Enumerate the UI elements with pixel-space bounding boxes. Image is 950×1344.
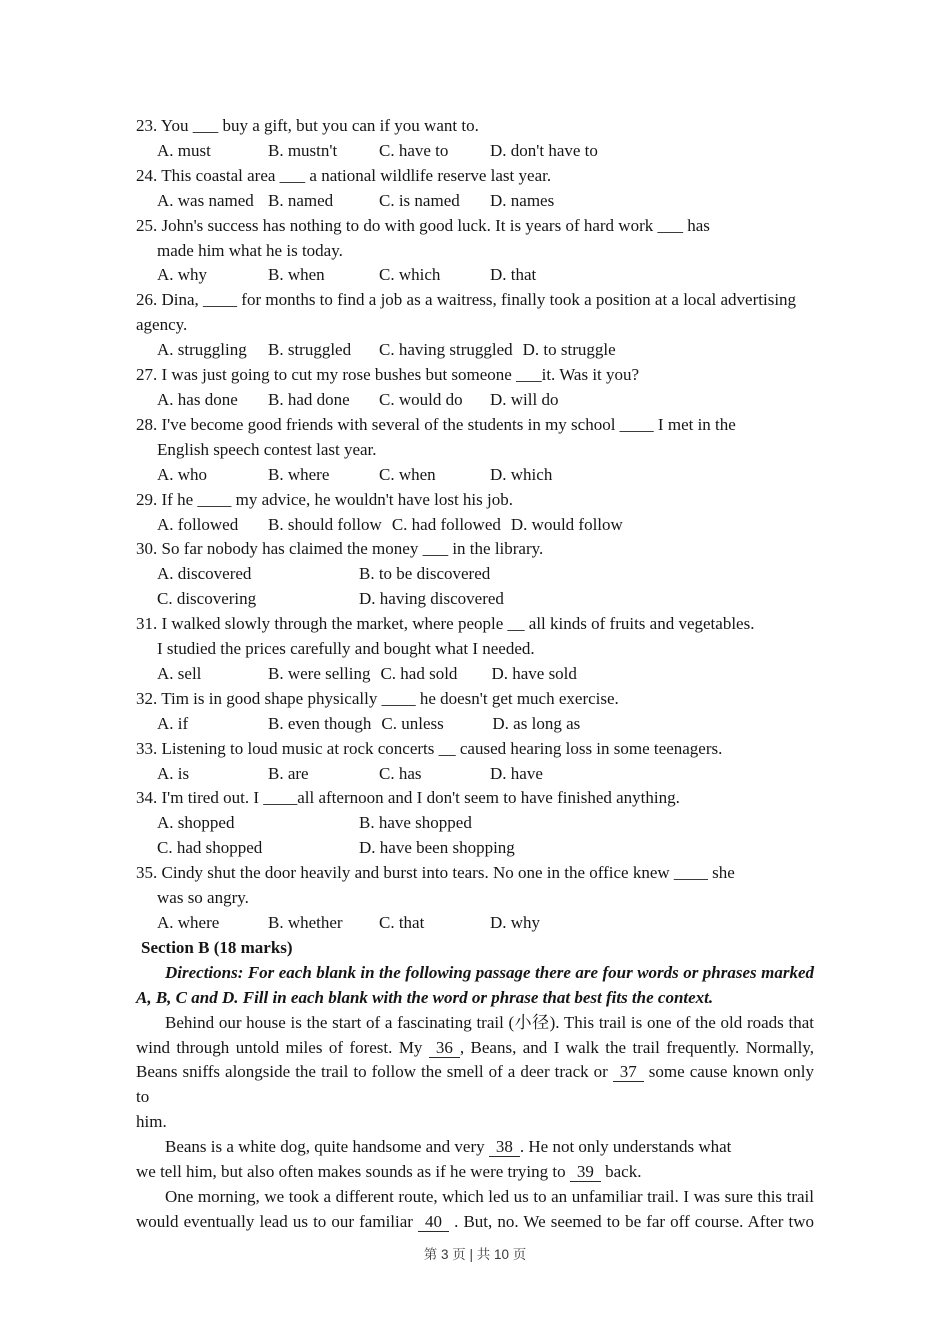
option-C: C. would do — [379, 389, 463, 409]
question-24 — [136, 164, 814, 214]
question-text-line: 25. John's success has nothing to do with good luck. It is years of hard work ___ has — [136, 215, 710, 235]
section-b-heading: Section B (18 marks) — [141, 937, 293, 957]
passage-text: would eventually lead us to our familiar — [136, 1211, 419, 1231]
blank-36: 36 — [429, 1038, 460, 1058]
passage-text: One morning, we took a different route, which led us to an unfamiliar trail. I was sure this trail — [165, 1186, 814, 1206]
option-C: C. that — [379, 913, 425, 932]
options-row — [136, 762, 814, 787]
question-text-line: 32. Tim is in good shape physically ____ he doesn't get much exercise. — [136, 688, 619, 708]
option-B: B. have shopped — [359, 813, 472, 833]
passage-text: , Beans, and I walk the trail frequently. Normally, — [459, 1037, 814, 1057]
option-A: A. must — [157, 140, 211, 160]
passage-text: . He not only understands what — [519, 1137, 732, 1157]
options-row — [136, 712, 814, 737]
option-A: A. is — [157, 763, 190, 783]
passage-text: Beans is a white dog, quite handsome and very — [165, 1137, 489, 1157]
question-text-line: made him what he is today. — [157, 240, 343, 260]
question-text-line: 33. Listening to loud music at rock concerts __ caused hearing loss in some teenagers. — [136, 738, 723, 758]
options-row — [136, 388, 814, 413]
option-A: A. has done — [157, 389, 238, 409]
option-A: A. if — [157, 713, 189, 733]
option-B: B. when — [268, 265, 325, 285]
option-A: A. why — [157, 265, 208, 285]
question-text-line: was so angry. — [157, 888, 249, 908]
option-B: B. even though — [268, 713, 372, 733]
question-text-line: 23. You ___ buy a gift, but you can if you want to. — [136, 116, 479, 135]
passage-line — [136, 1060, 814, 1110]
question-28 — [136, 413, 814, 488]
question-text-line: 27. I was just going to cut my rose bushes but someone ___it. Was it you? — [136, 365, 640, 385]
directions-line: Directions: For each blank in the following passage there are four words or phrases marked — [165, 962, 814, 982]
passage-text: back. — [600, 1162, 642, 1182]
options-row — [136, 189, 814, 214]
option-B: B. should follow — [268, 514, 382, 534]
passage-line — [136, 1110, 814, 1135]
question-29 — [136, 488, 814, 538]
option-B: B. are — [268, 763, 309, 783]
option-B: B. named — [268, 190, 334, 210]
option-A: A. who — [157, 464, 208, 484]
options-row — [136, 338, 814, 363]
passage-line — [136, 1135, 814, 1160]
option-D: D. names — [490, 190, 555, 210]
option-D: D. don't have to — [490, 140, 598, 160]
option-C: C. had followed — [391, 514, 501, 534]
question-26 — [136, 288, 814, 363]
option-B: B. to be discovered — [359, 564, 491, 584]
option-C: C. discovering — [157, 589, 257, 609]
option-D: D. to struggle — [522, 340, 616, 360]
option-D: D. have — [490, 763, 543, 783]
option-A: A. followed — [157, 514, 239, 534]
passage-text: Beans sniffs alongside the trail to follow the smell of a deer track or — [136, 1062, 613, 1082]
section-b-directions — [136, 961, 814, 1011]
question-text-line: 29. If he ____ my advice, he wouldn't have lost his job. — [136, 489, 513, 509]
option-D: D. that — [490, 265, 537, 285]
passage-text: . But, no. We seemed to be far off course. After two — [449, 1211, 814, 1231]
option-D: D. why — [490, 913, 541, 932]
question-text-line: 28. I've become good friends with several of the students in my school ____ I met in the — [136, 414, 736, 434]
options-row — [136, 139, 814, 164]
cloze-passage — [136, 1011, 814, 1235]
option-C: C. had shopped — [157, 838, 263, 858]
option-D: D. having discovered — [359, 589, 504, 609]
blank-39: 39 — [570, 1162, 601, 1182]
passage-line — [136, 1160, 814, 1185]
option-A: A. where — [157, 913, 220, 932]
passage-text: wind through untold miles of forest. My — [136, 1037, 429, 1057]
option-D: D. will do — [490, 389, 559, 409]
option-A: A. sell — [157, 663, 202, 683]
option-A: A. shopped — [157, 813, 235, 833]
options-row — [136, 911, 814, 936]
question-text-line: 34. I'm tired out. I ____all afternoon and I don't seem to have finished anything. — [136, 788, 680, 808]
option-B: B. mustn't — [268, 140, 338, 160]
question-31 — [136, 612, 814, 687]
options-row — [136, 836, 814, 861]
question-text-line: agency. — [136, 315, 188, 335]
exam-content — [136, 114, 814, 1235]
option-D: D. have been shopping — [359, 838, 515, 858]
option-C: C. have to — [379, 140, 449, 160]
question-text-line: English speech contest last year. — [157, 439, 377, 459]
options-row — [136, 662, 814, 687]
option-B: B. struggled — [268, 340, 352, 360]
option-C: C. which — [379, 265, 441, 285]
options-row — [136, 463, 814, 488]
option-B: B. had done — [268, 389, 350, 409]
option-D: D. which — [490, 464, 553, 484]
page-indicator: 第 3 页 | 共 10 页 — [423, 1247, 527, 1262]
option-B: B. where — [268, 464, 330, 484]
question-text-line: 24. This coastal area ___ a national wildlife reserve last year. — [136, 165, 552, 185]
option-D: D. would follow — [510, 514, 623, 534]
blank-37: 37 — [613, 1062, 644, 1082]
question-35 — [136, 861, 814, 936]
question-25 — [136, 214, 814, 289]
option-C: C. has — [379, 763, 422, 783]
passage-line — [136, 1036, 814, 1061]
passage-line — [136, 1185, 814, 1210]
option-A: A. struggling — [157, 340, 247, 360]
blank-38: 38 — [489, 1137, 520, 1157]
option-A: A. was named — [157, 190, 254, 210]
options-row — [136, 513, 814, 538]
blank-40: 40 — [418, 1212, 449, 1232]
option-C: C. is named — [379, 190, 460, 210]
options-row — [136, 562, 814, 587]
option-C: C. unless — [381, 713, 444, 733]
option-C: C. having struggled — [379, 340, 513, 360]
passage-text: him. — [136, 1112, 167, 1132]
passage-text: Behind our house is the start of a fascinating trail (小径). This trail is one of the old roads that — [165, 1012, 814, 1032]
question-text-line: I studied the prices carefully and bought what I needed. — [157, 639, 535, 659]
passage-line — [136, 1210, 814, 1235]
question-27 — [136, 363, 814, 413]
option-B: B. were selling — [268, 663, 371, 683]
question-32 — [136, 687, 814, 737]
question-text-line: 31. I walked slowly through the market, where people __ all kinds of fruits and vegetables. — [136, 614, 755, 634]
passage-text: we tell him, but also often makes sounds as if he were trying to — [136, 1162, 570, 1182]
options-row — [136, 587, 814, 612]
directions-line: A, B, C and D. Fill in each blank with the word or phrase that best fits the context. — [136, 987, 714, 1007]
question-33 — [136, 737, 814, 787]
option-C: C. when — [379, 464, 436, 484]
passage-line — [136, 1011, 814, 1036]
option-A: A. discovered — [157, 564, 252, 584]
question-text-line: 26. Dina, ____ for months to find a job as a waitress, finally took a position at a local advertising — [136, 290, 797, 310]
question-text-line: 35. Cindy shut the door heavily and burst into tears. No one in the office knew ____ she — [136, 863, 735, 883]
question-34 — [136, 786, 814, 861]
options-row — [136, 811, 814, 836]
question-23 — [136, 114, 814, 164]
option-D: D. as long as — [492, 713, 581, 733]
option-B: B. whether — [268, 913, 343, 932]
options-row — [136, 263, 814, 288]
passage-text: some cause known only to — [136, 1062, 814, 1107]
question-list — [136, 114, 814, 936]
question-30 — [136, 537, 814, 612]
option-D: D. have sold — [491, 663, 577, 683]
question-text-line: 30. So far nobody has claimed the money ___ in the library. — [136, 539, 544, 559]
option-C: C. had sold — [380, 663, 458, 683]
